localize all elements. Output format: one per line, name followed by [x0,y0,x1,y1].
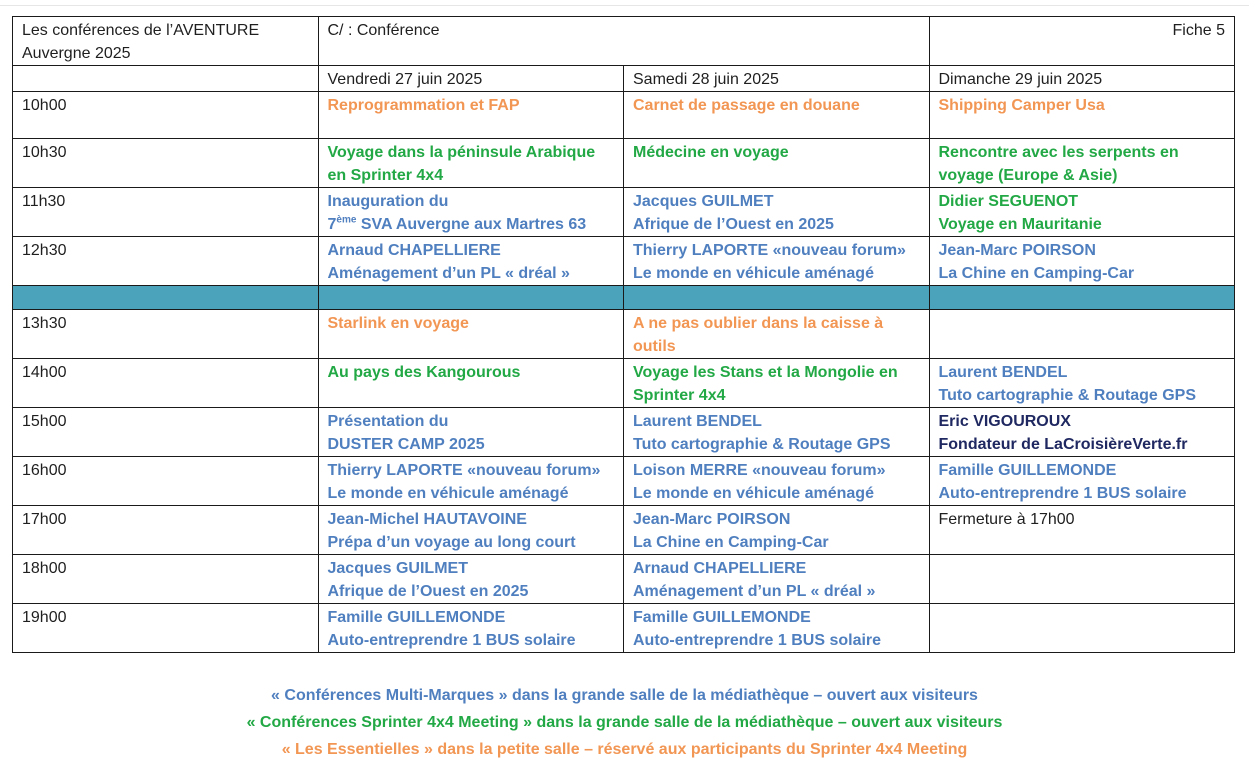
session-subtitle: La Chine en Camping-Car [633,534,829,551]
session-subtitle: Sprinter 4x4 [633,387,726,404]
closing-note: Fermeture à 17h00 [938,511,1075,528]
session-title: Voyage les Stans et la Mongolie en [633,364,898,381]
session-cell [318,188,624,237]
legend-essentielles: « Les Essentielles » dans la petite salle – réservé aux participants du Sprinter 4x4 Meeting [281,741,968,758]
speaker-name: Laurent BENDEL [633,413,762,430]
event-title-line2: Auvergne 2025 [22,45,131,62]
day-header-saturday: Samedi 28 juin 2025 [624,66,930,92]
session-title: Reprogrammation et FAP [327,97,520,114]
session-subtitle: La Chine en Camping-Car [938,265,1135,282]
session-subtitle: DUSTER CAMP 2025 [327,436,485,453]
session-cell [929,457,1235,506]
session-cell [624,457,930,506]
event-title-cell [13,17,319,66]
speaker-name: Jean-Michel HAUTAVOINE [327,511,527,528]
days-corner-cell [13,66,319,92]
time-cell: 15h00 [13,408,319,457]
session-title: Médecine en voyage [633,144,789,161]
session-cell [318,237,624,286]
session-cell [318,139,624,188]
session-cell [624,506,930,555]
table-row [13,310,1235,359]
session-title: Voyage dans la péninsule Arabique [327,144,596,161]
session-cell [318,92,624,139]
days-row [13,66,1235,92]
session-cell [318,506,624,555]
session-cell [929,359,1235,408]
table-row [13,92,1235,139]
speaker-name: Jacques GUILMET [327,560,468,577]
edition-number: 7 [327,216,337,233]
session-cell [929,408,1235,457]
time-cell: 13h30 [13,310,319,359]
event-title-line1: Les conférences de l’AVENTURE [22,22,260,39]
table-row [13,237,1235,286]
table-row [13,359,1235,408]
time-cell: 19h00 [13,604,319,653]
edition-superscript: ème [336,214,357,226]
session-subtitle: Tuto cartographie & Routage GPS [938,387,1196,404]
break-cell [13,286,319,310]
speaker-name: Jacques GUILMET [633,193,774,210]
session-subtitle: Aménagement d’un PL « dréal » [633,583,876,600]
session-subtitle: Auto-entreprendre 1 BUS solaire [327,632,576,649]
session-title: Rencontre avec les serpents en [938,144,1179,161]
conference-type-label: C/ : Conférence [327,22,440,39]
time-cell: 12h30 [13,237,319,286]
session-cell [929,92,1235,139]
session-subtitle: voyage (Europe & Asie) [938,167,1118,184]
session-subtitle: Afrique de l’Ouest en 2025 [327,583,529,600]
session-subtitle: Le monde en véhicule aménagé [633,265,874,282]
session-cell [624,555,930,604]
time-cell: 17h00 [13,506,319,555]
session-subtitle: en Sprinter 4x4 [327,167,444,184]
session-subtitle: outils [633,338,676,355]
top-rule [0,5,1249,6]
type-cell [318,17,929,66]
session-cell [318,555,624,604]
day-header-sunday: Dimanche 29 juin 2025 [929,66,1235,92]
session-cell [624,408,930,457]
session-cell [318,310,624,359]
empty-cell [929,310,1235,359]
table-row [13,457,1235,506]
speaker-name: Thierry LAPORTE «nouveau forum» [327,462,601,479]
session-cell [318,604,624,653]
legend-multi-marques: « Conférences Multi-Marques » dans la grande salle de la médiathèque – ouvert aux visiteurs [271,687,978,704]
session-cell [624,310,930,359]
speaker-name: Jean-Marc POIRSON [938,242,1096,259]
session-title: Carnet de passage en douane [633,97,860,114]
empty-cell [929,604,1235,653]
session-subtitle: Afrique de l’Ouest en 2025 [633,216,834,233]
session-cell [624,188,930,237]
session-subtitle: Aménagement d’un PL « dréal » [327,265,570,282]
session-title: A ne pas oublier dans la caisse à [633,315,884,332]
session-title: Présentation du [327,413,449,430]
break-cell [318,286,624,310]
sheet-cell [929,17,1235,66]
table-row [13,555,1235,604]
session-subtitle: Auto-entreprendre 1 BUS solaire [633,632,882,649]
table-row [13,604,1235,653]
session-cell [624,604,930,653]
session-cell [624,139,930,188]
speaker-name: Famille GUILLEMONDE [938,462,1117,479]
table-row [13,139,1235,188]
time-cell: 10h30 [13,139,319,188]
session-subtitle: Voyage en Mauritanie [938,216,1102,233]
speaker-name: Jean-Marc POIRSON [633,511,791,528]
empty-cell [929,555,1235,604]
session-subtitle: Fondateur de LaCroisièreVerte.fr [938,436,1188,453]
session-title: Shipping Camper Usa [938,97,1105,114]
speaker-name: Arnaud CHAPELLIERE [327,242,501,259]
legend-sprinter-meeting: « Conférences Sprinter 4x4 Meeting » dans la grande salle de la médiathèque – ouvert aux visiteurs [246,714,1003,731]
sheet-number: Fiche 5 [1172,22,1225,39]
session-cell [318,408,624,457]
session-cell [624,92,930,139]
schedule-table [12,16,1235,653]
time-cell: 16h00 [13,457,319,506]
time-cell: 14h00 [13,359,319,408]
speaker-name: Laurent BENDEL [938,364,1068,381]
day-header-friday: Vendredi 27 juin 2025 [318,66,624,92]
speaker-name: Loison MERRE «nouveau forum» [633,462,886,479]
speaker-name: Famille GUILLEMONDE [327,609,506,626]
session-subtitle: Le monde en véhicule aménagé [327,485,569,502]
session-subtitle: Tuto cartographie & Routage GPS [633,436,891,453]
session-cell [624,359,930,408]
session-cell [929,188,1235,237]
lunch-break-row [13,286,1235,310]
break-cell [929,286,1235,310]
time-cell: 10h00 [13,92,319,139]
session-title: Inauguration du [327,193,449,210]
session-cell [929,237,1235,286]
table-row [13,408,1235,457]
speaker-name: Famille GUILLEMONDE [633,609,811,626]
session-cell [318,359,624,408]
session-cell [318,457,624,506]
session-title: Au pays des Kangourous [327,364,521,381]
table-row [13,506,1235,555]
break-cell [624,286,930,310]
speaker-name: Didier SEGUENOT [938,193,1079,210]
session-title: Starlink en voyage [327,315,469,332]
closing-cell [929,506,1235,555]
table-row [13,188,1235,237]
session-subtitle [328,216,587,233]
session-cell [929,139,1235,188]
speaker-name: Thierry LAPORTE «nouveau forum» [633,242,906,259]
session-subtitle: Auto-entreprendre 1 BUS solaire [938,485,1187,502]
session-cell [624,237,930,286]
time-cell: 11h30 [13,188,319,237]
header-row [13,17,1235,66]
session-subtitle: Prépa d’un voyage au long court [327,534,576,551]
edition-rest: SVA Auvergne aux Martres 63 [356,216,587,233]
speaker-name: Eric VIGOUROUX [938,413,1071,430]
session-subtitle: Le monde en véhicule aménagé [633,485,874,502]
speaker-name: Arnaud CHAPELLIERE [633,560,807,577]
time-cell: 18h00 [13,555,319,604]
